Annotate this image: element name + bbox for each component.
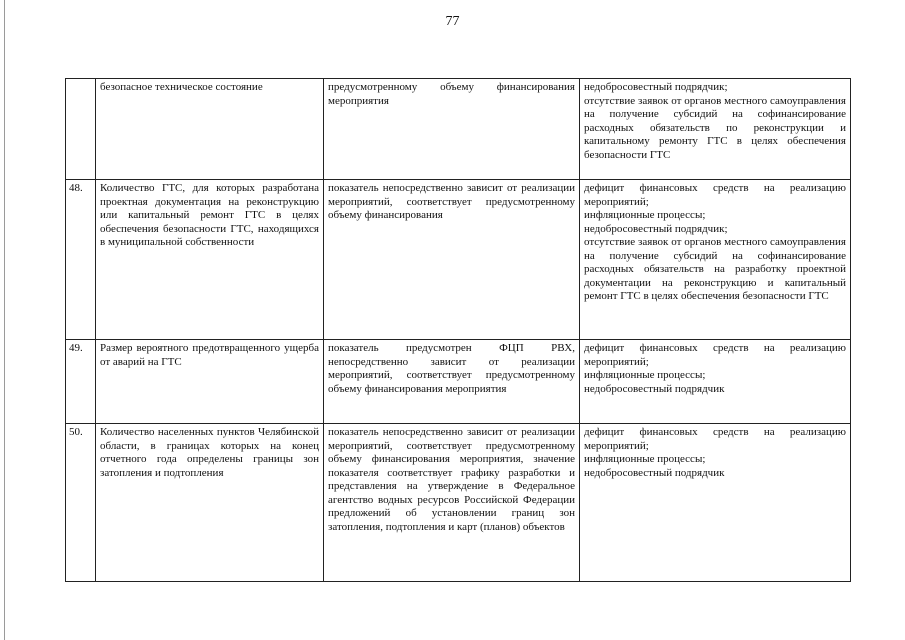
row-number-cell: 49. — [66, 340, 96, 424]
dependency-cell: показатель непосредственно зависит от реализации мероприятий, соответствует предусмотренному объему финансирования — [324, 180, 580, 340]
left-margin-line — [4, 0, 5, 640]
table-row — [66, 424, 851, 582]
table-row — [66, 340, 851, 424]
row-number-cell — [66, 79, 96, 180]
factors-cell: недобросовестный подрядчик; отсутствие заявок от органов местного самоуправления на получение субсидий на софинансирование расходных обязательств по реконструкции и капитальному ремонту ГТС в целях обеспечения безопасности ГТС — [580, 79, 851, 180]
page-number: 77 — [445, 14, 460, 29]
indicator-cell: безопасное техническое состояние — [96, 79, 324, 180]
factors-cell: дефицит финансовых средств на реализацию мероприятий; инфляционные процессы; недобросовестный подрядчик; отсутствие заявок от органов местного самоуправления на получение субсидий на софинансирование расходных обязательств на разработку проектной документации на реконструкцию и капитальный ремонт ГТС в целях обеспечения безопасности ГТС — [580, 180, 851, 340]
indicator-cell: Размер вероятного предотвращенного ущерба от аварий на ГТС — [96, 340, 324, 424]
indicator-cell: Количество населенных пунктов Челябинской области, в границах которых на конец отчетного года определены границы зон затопления и подтопления — [96, 424, 324, 582]
indicators-table — [65, 78, 851, 582]
dependency-cell: показатель предусмотрен ФЦП РВХ, непосредственно зависит от реализации мероприятий, соответствует предусмотренному объему финансирования мероприятия — [324, 340, 580, 424]
indicator-cell: Количество ГТС, для которых разработана проектная документация на реконструкцию или капитальный ремонт ГТС в целях обеспечения безопасности ГТС, находящихся в муниципальной собственности — [96, 180, 324, 340]
table-row — [66, 79, 851, 180]
dependency-cell: предусмотренному объему финансирования мероприятия — [324, 79, 580, 180]
row-number-cell: 48. — [66, 180, 96, 340]
table-row — [66, 180, 851, 340]
row-number-cell: 50. — [66, 424, 96, 582]
factors-cell: дефицит финансовых средств на реализацию мероприятий; инфляционные процессы; недобросовестный подрядчик — [580, 424, 851, 582]
dependency-cell: показатель непосредственно зависит от реализации мероприятий, соответствует предусмотренному объему финансирования мероприятия, значение показателя соответствует графику разработки и представления на утверждение в Федеральное агентство водных ресурсов Российской Федерации предложений об установлении границ зон затопления, подтопления и карт (планов) объектов — [324, 424, 580, 582]
factors-cell: дефицит финансовых средств на реализацию мероприятий; инфляционные процессы; недобросовестный подрядчик — [580, 340, 851, 424]
